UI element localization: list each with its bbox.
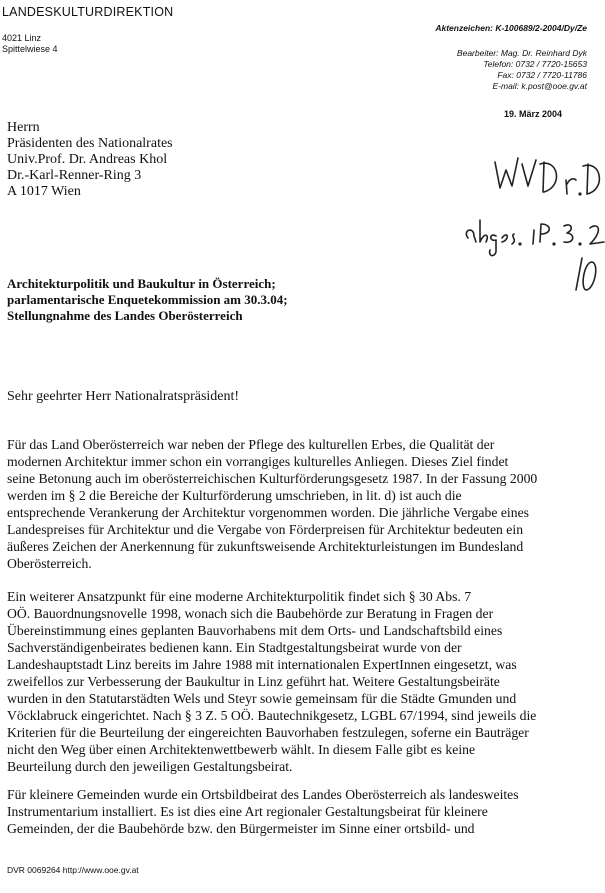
body-paragraph — [7, 588, 536, 775]
body-line: Oberösterreich. — [7, 556, 92, 571]
subject-line-text: parlamentarische Enquetekommission am 30.3.04; — [7, 292, 288, 307]
subject-line — [7, 276, 288, 324]
body-line: Beurteilung durch den jeweiligen Gestaltungsbeirat. — [7, 759, 293, 774]
recipient-line: Herrn — [7, 120, 40, 135]
body-paragraph — [7, 436, 537, 572]
salutation: Sehr geehrter Herr Nationalratspräsident! — [7, 389, 240, 404]
body-line: Übereinstimmung eines geplanten Bauvorhabens mit dem Orts- und Landschaftsbild eines — [7, 623, 503, 638]
body-line: modernen Architektur immer schon ein vorrangiges kulturelles Anliegen. Dieses Ziel findet — [7, 454, 509, 469]
body-line: Instrumentarium installiert. Es ist dies eine Art regionaler Gestaltungsbeirat für kleinere — [7, 804, 488, 819]
recipient-address — [7, 120, 173, 200]
body-paragraph — [7, 786, 519, 837]
body-line: Kriterien für die Beurteilung der eingereichten Bauvorhaben festzulegen, soferne ein Bauträger — [7, 725, 529, 740]
subject-line-text: Stellungnahme des Landes Oberösterreich — [7, 308, 243, 323]
recipient-line: Dr.-Karl-Renner-Ring 3 — [7, 168, 142, 183]
body-line: äußeres Zeichen der Anerkennung für zukunftsweisende Architekturleistungen im Bundesland — [7, 539, 524, 554]
body-line: OÖ. Bauordnungsnovelle 1998, wonach sich die Baubehörde zur Beratung in Fragen der — [7, 606, 494, 621]
contact-email: E-mail: k.post@ooe.gv.at — [492, 81, 587, 91]
letter-date: 19. März 2004 — [503, 109, 562, 119]
body-line: seine Betonung auch im oberösterreichischen Kulturförderungsgesetz 1987. In der Fassung 2000 — [7, 471, 538, 486]
body-line: nicht den Weg über einen Architektenwettbewerb wählt. In diesem Falle gibt es keine — [7, 742, 476, 757]
body-line: wurden in den Statutarstädten Wels und Steyr sowie gemeinsam für die Städte Gmunden und — [7, 691, 517, 706]
body-line: zweifellos zur Verbesserung der Baukultur in Linz geführt hat. Weitere Gestaltungsbeiräte — [7, 674, 500, 689]
contact-handler: Bearbeiter: Mag. Dr. Reinhard Dyk — [456, 48, 587, 58]
footer-dvr-url: DVR 0069264 http://www.ooe.gv.at — [7, 865, 139, 875]
contact-fax: Fax: 0732 / 7720-11786 — [497, 70, 587, 80]
body-line: Für kleinere Gemeinden wurde ein Ortsbildbeirat des Landes Oberösterreich als landesweites — [7, 787, 519, 802]
handwritten-annotation — [440, 150, 605, 310]
sender-address-line: Spittelwiese 4 — [2, 44, 58, 54]
contact-phone: Telefon: 0732 / 7720-15653 — [483, 59, 587, 69]
body-line: Sachverständigenbeirates bedienen kann. Ein Stadtgestaltungsbeirat wurde von der — [7, 640, 462, 655]
body-line: Ein weiterer Ansatzpunkt für eine moderne Architekturpolitik findet sich § 30 Abs. 7 — [7, 589, 472, 604]
body-line: entsprechende Verankerung der Architektur vorgenommen worden. Die jährliche Vergabe eines — [7, 505, 529, 520]
body-line: Landespreises für Architektur und die Vergabe von Förderpreisen für Architektur bedeuten ein — [7, 522, 524, 537]
body-line: Landeshauptstadt Linz bereits im Jahre 1988 mit internationalen ExpertInnen eingesetzt, was — [7, 657, 517, 672]
reference-number: Aktenzeichen: K-100689/2-2004/Dy/Ze — [435, 23, 587, 33]
recipient-line: A 1017 Wien — [7, 184, 81, 199]
sender-address-line: 4021 Linz — [2, 33, 42, 43]
body-line: werden im § 2 die Bereiche der Kulturförderung umschrieben, in lit. d) ist auch die — [7, 488, 462, 503]
body-line: Für das Land Oberösterreich war neben der Pflege des kulturellen Erbes, die Qualität der — [7, 437, 495, 452]
body-line: Vöcklabruck eingerichtet. Nach § 3 Z. 5 OÖ. Bautechnikgesetz, LGBL 67/1994, sind jeweils die — [7, 708, 537, 723]
recipient-line: Präsidenten des Nationalrates — [7, 136, 173, 151]
recipient-line: Univ.Prof. Dr. Andreas Khol — [7, 152, 168, 167]
sender-organization: LANDESKULTURDIREKTION — [2, 5, 174, 19]
body-line: Gemeinden, der die Baubehörde bzw. den Bürgermeister im Sinne einer ortsbild- und — [7, 821, 475, 836]
subject-line-text: Architekturpolitik und Baukultur in Österreich; — [7, 276, 276, 291]
contact-block — [435, 23, 587, 92]
sender-address — [2, 33, 58, 55]
